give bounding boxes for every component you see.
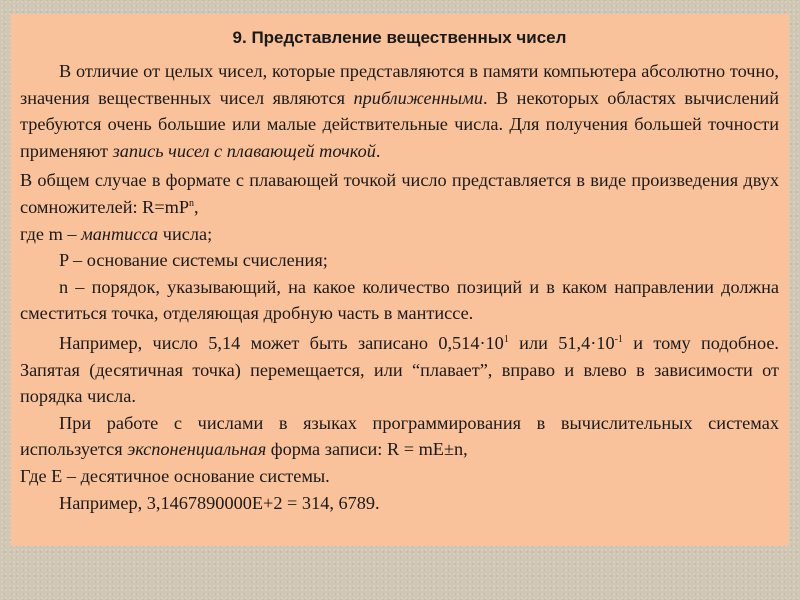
italic-term: приближенными	[353, 87, 483, 108]
text-span: или 51,4·10	[508, 332, 615, 353]
paragraph-decimal-base: Где E – десятичное основание системы.	[20, 465, 330, 486]
text-span: При работе с числами в языках программирования в вычислительных системах используется	[20, 412, 779, 460]
superscript: -1	[614, 333, 623, 345]
italic-term: экспоненциальная	[127, 439, 267, 460]
italic-term: запись чисел с плавающей точкой	[112, 140, 376, 161]
italic-term: мантисса	[81, 223, 159, 244]
text-span: . В некоторых областях вычислений требуются очень большие или малые действительные числа. Для получения большей точности применяют	[20, 87, 779, 161]
text-span: числа;	[158, 223, 213, 244]
slide-content-panel	[11, 14, 789, 546]
superscript: 1	[503, 333, 509, 345]
text-span: В общем случае в формате с плавающей точкой число представляется в виде произведения двух сомножителей: R=mP	[20, 170, 779, 217]
text-span: ,	[194, 196, 199, 217]
text-span: где m –	[20, 223, 82, 244]
text-span: и тому подобное. Запятая (десятичная точка) перемещается, или “плавает”, вправо и влево в зависимости от порядка числа.	[20, 332, 779, 407]
slide-title: 9. Представление вещественных чисел	[232, 28, 567, 47]
paragraph-example	[20, 330, 779, 410]
superscript: n	[189, 197, 195, 209]
paragraph-example-2: Например, 3,1467890000E+2 = 314, 6789.	[59, 492, 380, 513]
paragraph-mantissa	[20, 221, 779, 248]
paragraph-exponent: n – порядок, указывающий, на какое количество позиций и в каком направлении должна сместиться точка, отделяющая дробную часть в мантиссе.	[20, 276, 779, 324]
paragraph-exponential	[20, 410, 779, 463]
text-span: Например, число 5,14 может быть записано 0,514·10	[59, 332, 504, 353]
text-span: .	[375, 140, 381, 161]
paragraph-intro	[20, 58, 779, 164]
paragraph-format	[20, 167, 779, 220]
paragraph-base: P – основание системы счисления;	[59, 250, 328, 271]
text-span: форма записи: R = mE±n,	[266, 439, 468, 460]
text-span: В отличие от целых чисел, которые представляются в памяти компьютера абсолютно точно, значения вещественных чисел являются	[20, 61, 779, 108]
